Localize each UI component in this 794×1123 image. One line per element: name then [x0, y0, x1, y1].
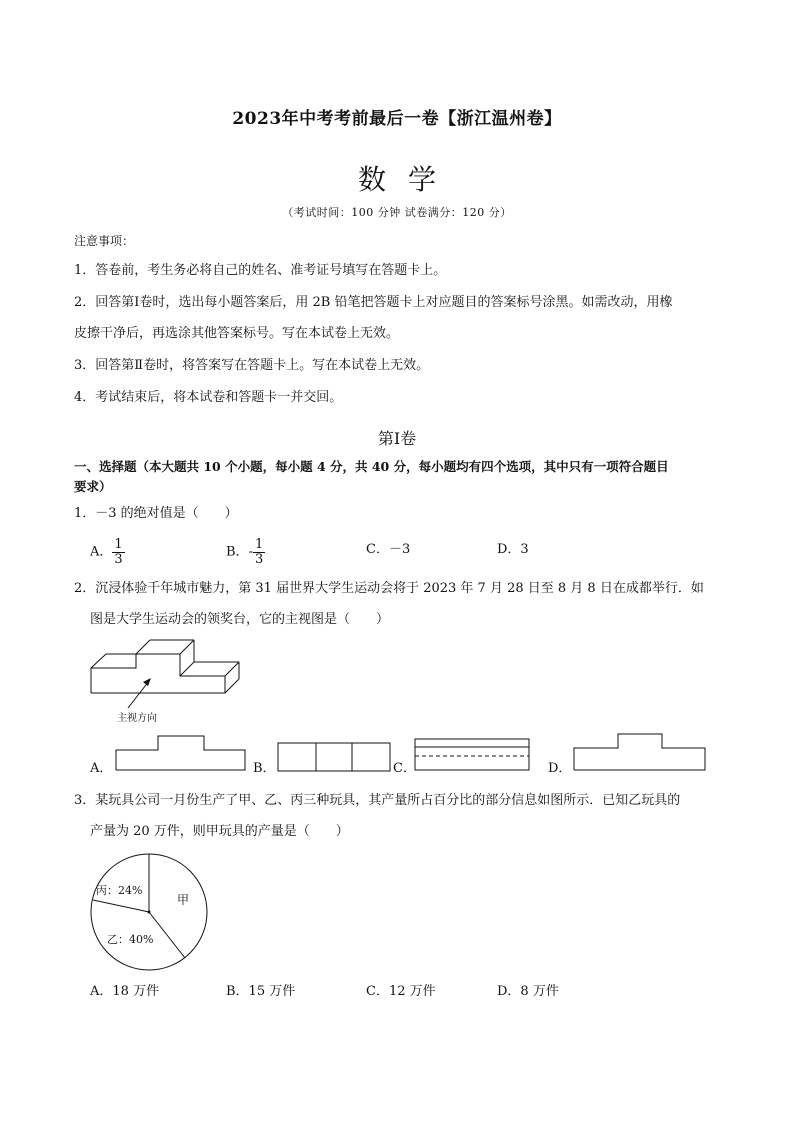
q2-option-b-figure[interactable]	[277, 742, 393, 772]
q1-stem: 1．－3 的绝对值是（ ）	[74, 506, 238, 521]
q2-stem-line1: 2．沉浸体验千年城市魅力，第 31 届世界大学生运动会将于 2023 年 7 月 28 日至 8 月 8 日在成都举行．如	[74, 581, 704, 596]
q3-stem-line1: 3．某玩具公司一月份生产了甲、乙、丙三种玩具，其产量所占百分比的部分信息如图所示．已知乙玩具的	[74, 793, 681, 808]
subject-title: 数学	[357, 163, 458, 196]
note-item: 2．回答第Ⅰ卷时，选出每小题答案后，用 2B 铅笔把答题卡上对应题目的答案标号涂黑。如需改动，用橡	[74, 295, 673, 310]
podium-figure	[88, 636, 248, 726]
note-item: 皮擦干净后，再选涂其他答案标号。写在本试卷上无效。	[74, 326, 400, 341]
q1-option-d[interactable]: D．3	[497, 542, 529, 557]
pie-label-jia: 甲	[177, 893, 190, 907]
q3-pie-chart	[90, 852, 210, 972]
q1-option-a[interactable]: A． $\frac{1}{3}$	[90, 537, 123, 567]
exam-info: （考试时间：100 分钟 试卷满分：120 分）	[282, 206, 512, 219]
pie-label-bing: 丙：24%	[96, 884, 143, 897]
q2-option-b[interactable]: B．	[253, 761, 276, 776]
pie-label-yi: 乙：40%	[107, 933, 154, 946]
part-title: 第Ⅰ卷	[377, 429, 417, 448]
q3-stem-line2: 产量为 20 万件，则甲玩具的产量是（ ）	[90, 824, 349, 839]
q2-option-c[interactable]: C．	[393, 761, 416, 776]
q3-option-a[interactable]: A．18 万件	[90, 984, 160, 999]
section-heading-line1: 一、选择题（本大题共 10 个小题，每小题 4 分，共 40 分，每小题均有四个选项，其中只有一项符合题目	[74, 459, 669, 474]
note-item: 4．考试结束后，将本试卷和答题卡一并交回。	[74, 390, 343, 405]
q2-option-a[interactable]: A．	[90, 761, 113, 776]
exam-title: 2023年中考考前最后一卷【浙江温州卷】	[232, 109, 562, 129]
q3-option-c[interactable]: C．12 万件	[366, 984, 436, 999]
q1-option-b[interactable]: B．- $\frac{1}{3}$	[226, 537, 264, 567]
section-heading-line2: 要求）	[74, 479, 112, 494]
q1-option-c[interactable]: C．－3	[366, 542, 411, 557]
q2-option-d-figure[interactable]	[572, 732, 708, 772]
q3-option-d[interactable]: D．8 万件	[497, 984, 559, 999]
view-direction-label: 主视方向	[117, 713, 157, 724]
q2-option-c-figure[interactable]	[414, 738, 532, 772]
notes-heading: 注意事项：	[74, 234, 135, 248]
note-item: 1．答卷前，考生务必将自己的姓名、准考证号填写在答题卡上。	[74, 263, 447, 278]
q2-stem-line2: 图是大学生运动会的领奖台，它的主视图是（ ）	[90, 612, 390, 627]
q2-option-a-figure[interactable]	[114, 734, 248, 772]
q2-option-d[interactable]: D．	[548, 761, 572, 776]
q3-option-b[interactable]: B．15 万件	[226, 984, 296, 999]
note-item: 3．回答第Ⅱ卷时，将答案写在答题卡上。写在本试卷上无效。	[74, 358, 430, 373]
